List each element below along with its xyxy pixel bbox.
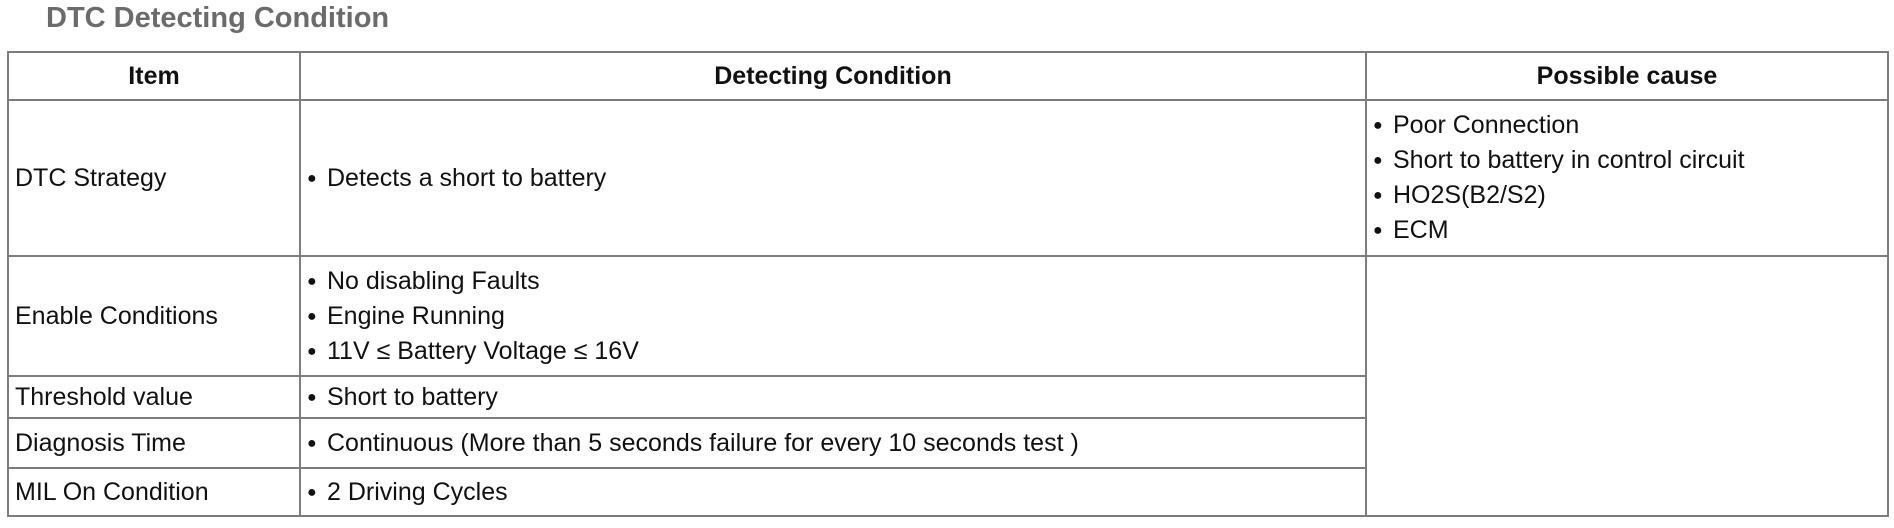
item-cell: DTC Strategy xyxy=(8,100,300,256)
page-title: DTC Detecting Condition xyxy=(46,2,390,34)
column-header-possible-cause: Possible cause xyxy=(1366,52,1888,100)
condition-cell xyxy=(300,256,1366,376)
list-item: ● ECM xyxy=(1373,213,1881,248)
empty-cause-cell xyxy=(1366,256,1888,516)
list-item: ● Engine Running xyxy=(307,299,1359,334)
item-cell: Enable Conditions xyxy=(8,256,300,376)
condition-cell xyxy=(300,468,1366,516)
list-item: ● HO2S(B2/S2) xyxy=(1373,178,1881,213)
list-item: ● No disabling Faults xyxy=(307,264,1359,299)
table-header-row xyxy=(8,52,1888,100)
list-item: ● Short to battery in control circuit xyxy=(1373,143,1881,178)
table-row xyxy=(8,100,1888,256)
column-header-detecting-condition: Detecting Condition xyxy=(300,52,1366,100)
list-item: ● 11V ≤ Battery Voltage ≤ 16V xyxy=(307,334,1359,369)
condition-list xyxy=(307,264,1359,369)
column-header-item: Item xyxy=(8,52,300,100)
condition-list xyxy=(307,475,1359,510)
item-cell: MIL On Condition xyxy=(8,468,300,516)
dtc-table xyxy=(7,51,1889,517)
list-item: ● Poor Connection xyxy=(1373,108,1881,143)
condition-cell xyxy=(300,418,1366,468)
list-item: ● Continuous (More than 5 seconds failure for every 10 seconds test ) xyxy=(307,426,1359,461)
condition-cell xyxy=(300,376,1366,418)
list-item: ● Detects a short to battery xyxy=(307,161,1359,196)
condition-list xyxy=(307,161,1359,196)
possible-cause-cell xyxy=(1366,100,1888,256)
condition-list xyxy=(307,426,1359,461)
item-cell: Threshold value xyxy=(8,376,300,418)
condition-list xyxy=(307,380,1359,415)
possible-cause-list xyxy=(1373,108,1881,248)
item-cell: Diagnosis Time xyxy=(8,418,300,468)
list-item: ● 2 Driving Cycles xyxy=(307,475,1359,510)
condition-cell xyxy=(300,100,1366,256)
list-item: ● Short to battery xyxy=(307,380,1359,415)
table-row xyxy=(8,256,1888,376)
